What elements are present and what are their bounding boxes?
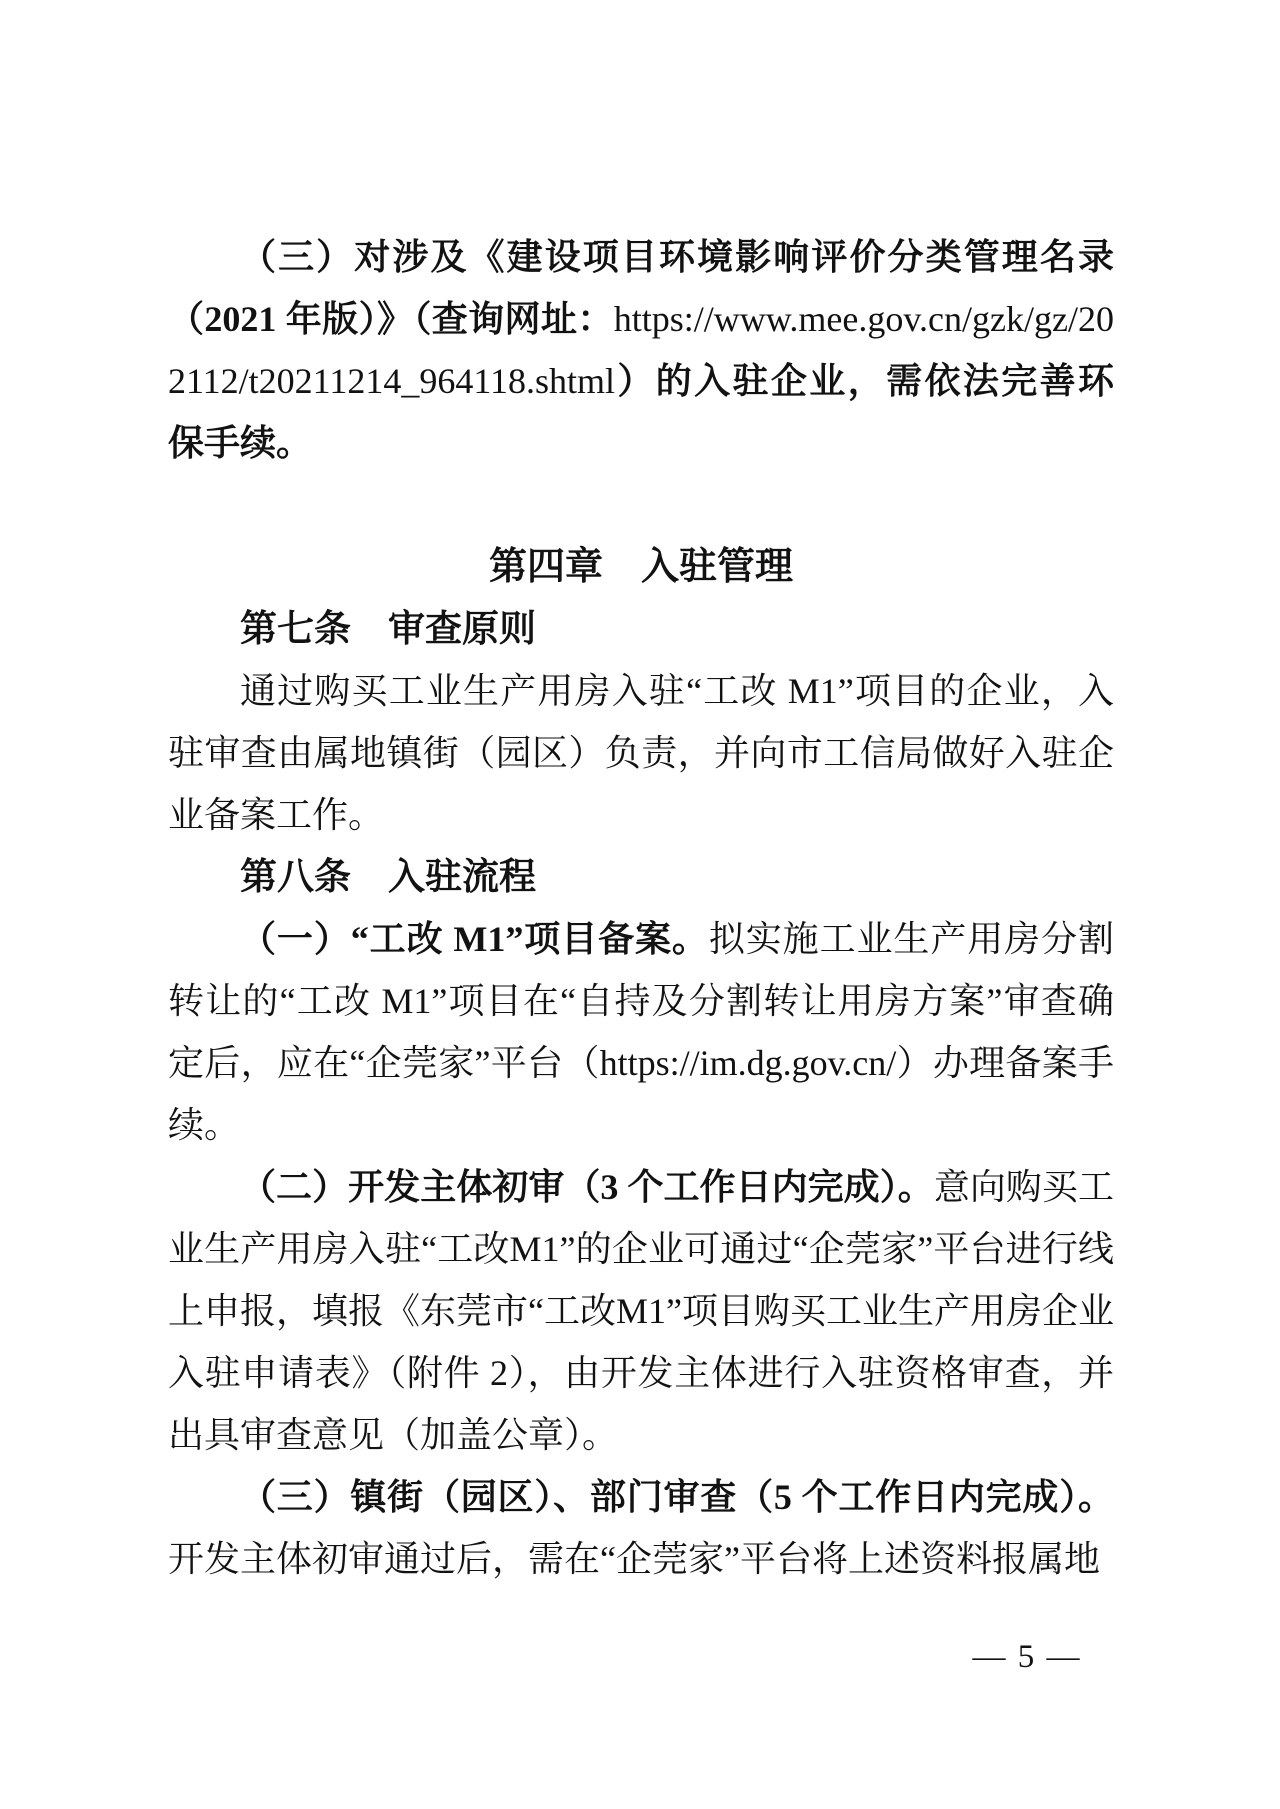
chapter-heading: 第四章 入驻管理 xyxy=(488,546,793,588)
article-8-item-1-lead: （一）“工改 M1”项目备案。 xyxy=(240,919,709,959)
intro-item-url-text: https://www.mee.gov.cn/gzk/gz/202112/t20211214_964118.shtml xyxy=(168,299,1114,401)
document-body xyxy=(168,226,1114,1590)
article-8-item-3-lead: （三）镇街（园区）、部门审查（5 个工作日内完成）。 xyxy=(240,1477,1114,1517)
article-7-heading: 第七条 审查原则 xyxy=(240,608,536,649)
article-8-item-2-paragraph xyxy=(168,1156,1114,1466)
article-8-item-2-body: 意向购买工业生产用房入驻“工改M1”的企业可通过“企莞家”平台进行线上申报，填报《东莞市“工改M1”项目购买工业生产用房企业入驻申请表》（附件 2），由开发主体进行入驻资格审查，并出具审查意见（加盖公章）。 xyxy=(168,1167,1114,1455)
article-8-item-1-url-text: https://im.dg.gov.cn/ xyxy=(599,1043,897,1083)
intro-item-lead-text: （三）对涉及《建设项目环境影响评价分类管理名录（2021 年版）》（查询网址： xyxy=(168,237,1114,339)
article-8-heading: 第八条 入驻流程 xyxy=(240,856,536,897)
page-number: — 5 — xyxy=(972,1639,1082,1675)
intro-item-tail-text: ）的入驻企业，需依法完善环保手续。 xyxy=(168,361,1114,463)
intro-item-paragraph xyxy=(168,226,1114,474)
article-7-paragraph: 通过购买工业生产用房入驻“工改 M1”项目的企业，入驻审查由属地镇街（园区）负责，并向市工信局做好入驻企业备案工作。 xyxy=(168,671,1114,835)
article-8-item-2-lead: （二）开发主体初审（3 个工作日内完成）。 xyxy=(240,1167,934,1207)
article-8-item-3-body: 开发主体初审通过后，需在“企莞家”平台将上述资料报属地 xyxy=(168,1539,1100,1579)
article-8-item-1-body-before-url: 拟实施工业生产用房分割转让的“工改 M1”项目在“自持及分割转让用房方案”审查确定后，应在“企莞家”平台（ xyxy=(168,919,1114,1083)
article-8-item-1-body-after-url: ）办理备案手续。 xyxy=(168,1043,1114,1145)
article-8-item-3-paragraph xyxy=(168,1466,1114,1590)
article-8-item-1-paragraph xyxy=(168,908,1114,1156)
